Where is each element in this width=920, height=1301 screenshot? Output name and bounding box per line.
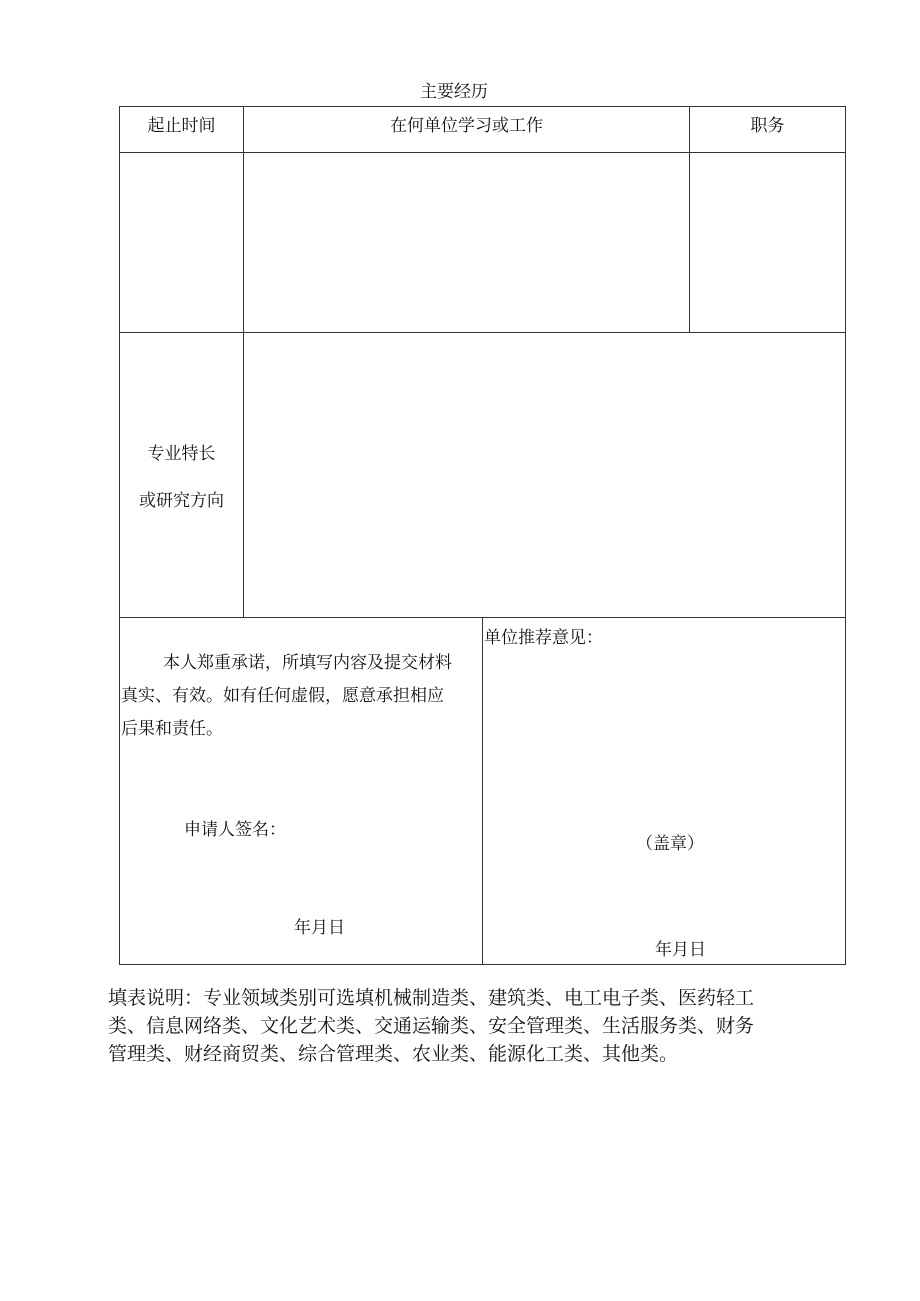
fill-note-line1: 填表说明：专业领域类别可选填机械制造类、建筑类、电工电子类、医药轻工 [108, 987, 755, 1009]
header-unit: 在何单位学习或工作 [390, 116, 543, 136]
experience-time-cell[interactable] [120, 153, 243, 332]
commitment-line2: 真实、有效。如有任何虚假，愿意承担相应 [121, 686, 444, 706]
fill-note-line3: 管理类、财经商贸类、综合管理类、农业类、能源化工类、其他类。 [108, 1043, 679, 1065]
recommendation-label: 单位推荐意见： [484, 628, 603, 648]
bottom-column-divider [482, 617, 483, 965]
signature-label: 申请人签名： [184, 820, 286, 840]
seal-label: （盖章） [636, 834, 704, 854]
experience-unit-cell[interactable] [244, 153, 689, 332]
header-time: 起止时间 [147, 116, 216, 136]
recommendation-date-label: 年月日 [655, 940, 706, 960]
specialty-label-line1: 专业特长 [147, 444, 216, 464]
commitment-line3: 后果和责任。 [121, 719, 223, 739]
specialty-content-cell[interactable] [244, 333, 845, 617]
commitment-line1: 本人郑重承诺，所填写内容及提交材料 [163, 653, 452, 673]
table-top-border [119, 106, 846, 107]
specialty-label-line2: 或研究方向 [139, 491, 224, 511]
commitment-date-label: 年月日 [294, 918, 345, 938]
fill-note-line2: 类、信息网络类、文化艺术类、交通运输类、安全管理类、生活服务类、财务 [108, 1015, 755, 1037]
section-title: 主要经历 [420, 82, 488, 102]
experience-position-cell[interactable] [690, 153, 845, 332]
table-right-border [845, 106, 846, 965]
fill-note [108, 984, 848, 1068]
header-position: 职务 [750, 116, 785, 136]
